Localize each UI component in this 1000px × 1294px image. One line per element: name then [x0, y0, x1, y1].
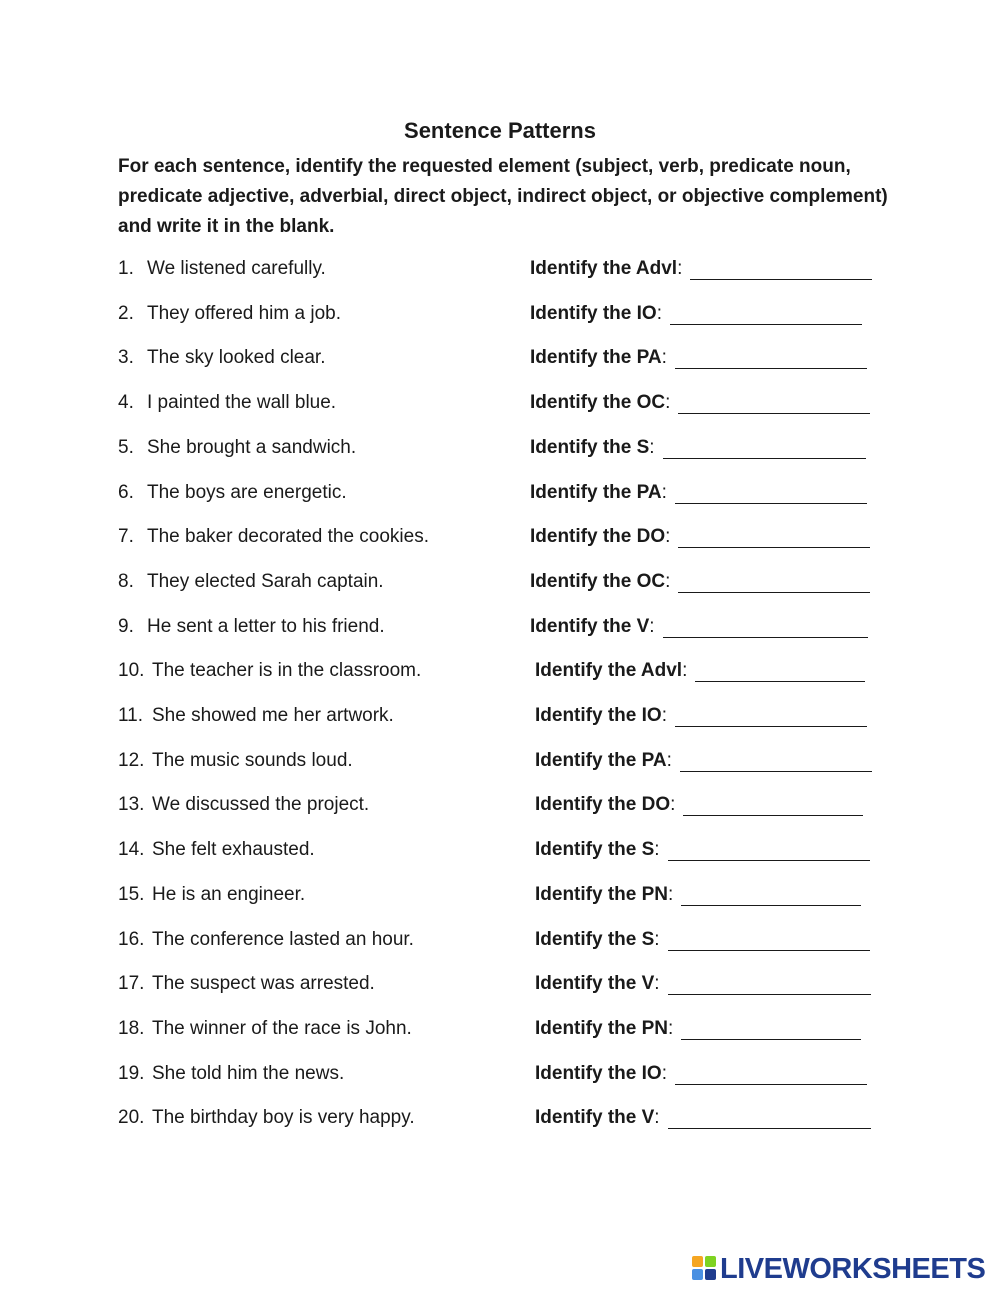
- answer-input[interactable]: [695, 657, 869, 681]
- question-sentence: The sky looked clear.: [147, 347, 326, 369]
- question-number: 9.: [118, 615, 134, 637]
- question-sentence: The birthday boy is very happy.: [152, 1107, 415, 1129]
- prompt-label: Identify the Advl: [530, 258, 678, 279]
- question-number: 18.: [118, 1017, 145, 1039]
- question-prompt: [530, 616, 655, 638]
- answer-input[interactable]: [663, 613, 872, 637]
- prompt-colon: :: [661, 347, 667, 369]
- question-row: [0, 750, 1000, 780]
- question-number: 19.: [118, 1062, 145, 1084]
- prompt-label: Identify the IO: [535, 1062, 662, 1084]
- question-row: [0, 437, 1000, 467]
- prompt-label: Identify the PA: [530, 347, 662, 369]
- page-title: Sentence Patterns: [404, 118, 596, 143]
- question-number: 2.: [118, 302, 134, 324]
- question-number: 3.: [118, 347, 134, 369]
- question-number: 12.: [118, 749, 145, 771]
- question-prompt: [535, 750, 672, 772]
- question-number: 13.: [118, 794, 145, 816]
- question-row: [0, 482, 1000, 512]
- question-row: [0, 884, 1000, 914]
- question-number: 11.: [118, 705, 144, 726]
- question-prompt: [535, 1107, 660, 1129]
- question-prompt: [535, 973, 660, 995]
- question-number: 6.: [118, 481, 134, 503]
- question-prompt: [535, 929, 660, 951]
- question-prompt: [530, 303, 662, 325]
- prompt-colon: :: [654, 928, 660, 950]
- question-row: [0, 347, 1000, 377]
- answer-input[interactable]: [675, 1060, 871, 1084]
- prompt-label: Identify the S: [530, 436, 650, 458]
- question-sentence: She felt exhausted.: [152, 839, 315, 861]
- question-sentence: The baker decorated the cookies.: [147, 526, 430, 548]
- question-row: [0, 794, 1000, 824]
- question-sentence: He is an engineer.: [152, 883, 306, 905]
- logo-text: LIVEWORKSHEETS: [720, 1252, 986, 1285]
- prompt-colon: :: [654, 839, 660, 861]
- answer-input[interactable]: [675, 479, 871, 503]
- question-row: [0, 660, 1000, 690]
- question-row: [0, 973, 1000, 1003]
- prompt-colon: :: [665, 570, 671, 592]
- prompt-colon: :: [656, 302, 662, 324]
- answer-input[interactable]: [670, 300, 866, 324]
- prompt-label: Identify the V: [535, 973, 655, 995]
- question-sentence: The music sounds loud.: [152, 749, 353, 771]
- liveworksheets-mark-icon: [692, 1256, 718, 1282]
- question-sentence: The suspect was arrested.: [152, 973, 375, 995]
- question-row: [0, 929, 1000, 959]
- question-sentence: She brought a sandwich.: [147, 436, 357, 458]
- question-sentence: The teacher is in the classroom.: [152, 660, 422, 682]
- prompt-colon: :: [654, 973, 660, 995]
- prompt-label: Identify the V: [530, 615, 650, 637]
- answer-input[interactable]: [690, 255, 876, 279]
- question-prompt: [535, 839, 660, 861]
- prompt-label: Identify the DO: [535, 794, 671, 816]
- question-sentence: She told him the news.: [152, 1062, 345, 1084]
- question-number: 5.: [118, 436, 134, 458]
- prompt-colon: :: [668, 883, 674, 905]
- question-sentence: We discussed the project.: [152, 794, 370, 816]
- question-number: 7.: [118, 526, 134, 548]
- prompt-colon: :: [677, 258, 683, 279]
- question-sentence: The boys are energetic.: [147, 481, 347, 503]
- question-sentence: She showed me her artwork.: [152, 705, 394, 726]
- question-number: 15.: [118, 883, 145, 905]
- question-number: 8.: [118, 570, 134, 592]
- prompt-label: Identify the IO: [535, 705, 662, 726]
- question-row: [0, 839, 1000, 869]
- answer-input[interactable]: [683, 791, 867, 815]
- question-number: 16.: [118, 928, 145, 950]
- prompt-colon: :: [666, 749, 672, 771]
- answer-input[interactable]: [678, 523, 874, 547]
- question-row: [0, 705, 1000, 735]
- prompt-colon: :: [665, 526, 671, 548]
- question-number: 14.: [118, 839, 145, 861]
- question-number: 20.: [118, 1107, 145, 1129]
- prompt-colon: :: [661, 705, 667, 726]
- prompt-label: Identify the OC: [530, 570, 666, 592]
- question-prompt: [535, 1018, 673, 1040]
- question-prompt: [530, 347, 667, 369]
- question-prompt: [530, 437, 655, 459]
- question-row: [0, 616, 1000, 646]
- answer-input[interactable]: [668, 926, 874, 950]
- prompt-label: Identify the IO: [530, 302, 657, 324]
- prompt-label: Identify the PN: [535, 883, 669, 905]
- question-prompt: [530, 258, 682, 280]
- question-prompt: [535, 660, 687, 682]
- question-prompt: [530, 482, 667, 504]
- answer-input[interactable]: [675, 702, 871, 726]
- question-prompt: [530, 571, 670, 593]
- prompt-colon: :: [649, 436, 655, 458]
- question-row: [0, 1107, 1000, 1137]
- answer-input[interactable]: [681, 881, 865, 905]
- prompt-colon: :: [654, 1107, 660, 1129]
- prompt-label: Identify the PN: [535, 1017, 669, 1039]
- question-row: [0, 1063, 1000, 1093]
- prompt-label: Identify the PA: [535, 749, 667, 771]
- question-prompt: [530, 392, 670, 414]
- question-sentence: They elected Sarah captain.: [147, 570, 384, 592]
- question-number: 10.: [118, 660, 145, 682]
- prompt-colon: :: [668, 1017, 674, 1039]
- answer-input[interactable]: [675, 344, 871, 368]
- answer-input[interactable]: [668, 970, 875, 994]
- question-row: [0, 1018, 1000, 1048]
- answer-input[interactable]: [678, 389, 874, 413]
- question-sentence: They offered him a job.: [147, 302, 341, 324]
- question-prompt: [535, 794, 675, 816]
- prompt-colon: :: [665, 392, 671, 414]
- question-sentence: He sent a letter to his friend.: [147, 615, 385, 637]
- question-prompt: [535, 884, 673, 906]
- question-sentence: I painted the wall blue.: [147, 392, 337, 414]
- instructions: For each sentence, identify the requested element (subject, verb, predicate noun, predicate adjective, adverbial, direct object, indirect object, or objective complement) and write it in the blank.: [118, 156, 888, 237]
- question-number: 4.: [118, 392, 134, 414]
- question-row: [0, 571, 1000, 601]
- answer-input[interactable]: [680, 747, 876, 771]
- answer-input[interactable]: [678, 568, 874, 592]
- answer-input[interactable]: [668, 836, 874, 860]
- question-prompt: [535, 705, 667, 727]
- prompt-label: Identify the OC: [530, 392, 666, 414]
- question-row: [0, 526, 1000, 556]
- question-prompt: [530, 526, 670, 548]
- question-prompt: [535, 1063, 667, 1085]
- question-number: 1.: [118, 258, 134, 279]
- prompt-label: Identify the Advl: [535, 660, 683, 682]
- prompt-label: Identify the S: [535, 839, 655, 861]
- prompt-label: Identify the S: [535, 928, 655, 950]
- liveworksheets-logo: [692, 1253, 985, 1285]
- answer-input[interactable]: [668, 1104, 875, 1128]
- prompt-label: Identify the V: [535, 1107, 655, 1129]
- question-row: [0, 258, 1000, 288]
- prompt-colon: :: [661, 481, 667, 503]
- prompt-colon: :: [670, 794, 676, 816]
- question-sentence: We listened carefully.: [147, 258, 326, 279]
- question-row: [0, 303, 1000, 333]
- question-number: 17.: [118, 973, 145, 995]
- answer-input[interactable]: [663, 434, 870, 458]
- prompt-label: Identify the DO: [530, 526, 666, 548]
- question-sentence: The winner of the race is John.: [152, 1017, 412, 1039]
- prompt-colon: :: [682, 660, 688, 682]
- prompt-colon: :: [649, 615, 655, 637]
- answer-input[interactable]: [681, 1015, 865, 1039]
- prompt-label: Identify the PA: [530, 481, 662, 503]
- question-row: [0, 392, 1000, 422]
- question-sentence: The conference lasted an hour.: [152, 928, 414, 950]
- prompt-colon: :: [661, 1062, 667, 1084]
